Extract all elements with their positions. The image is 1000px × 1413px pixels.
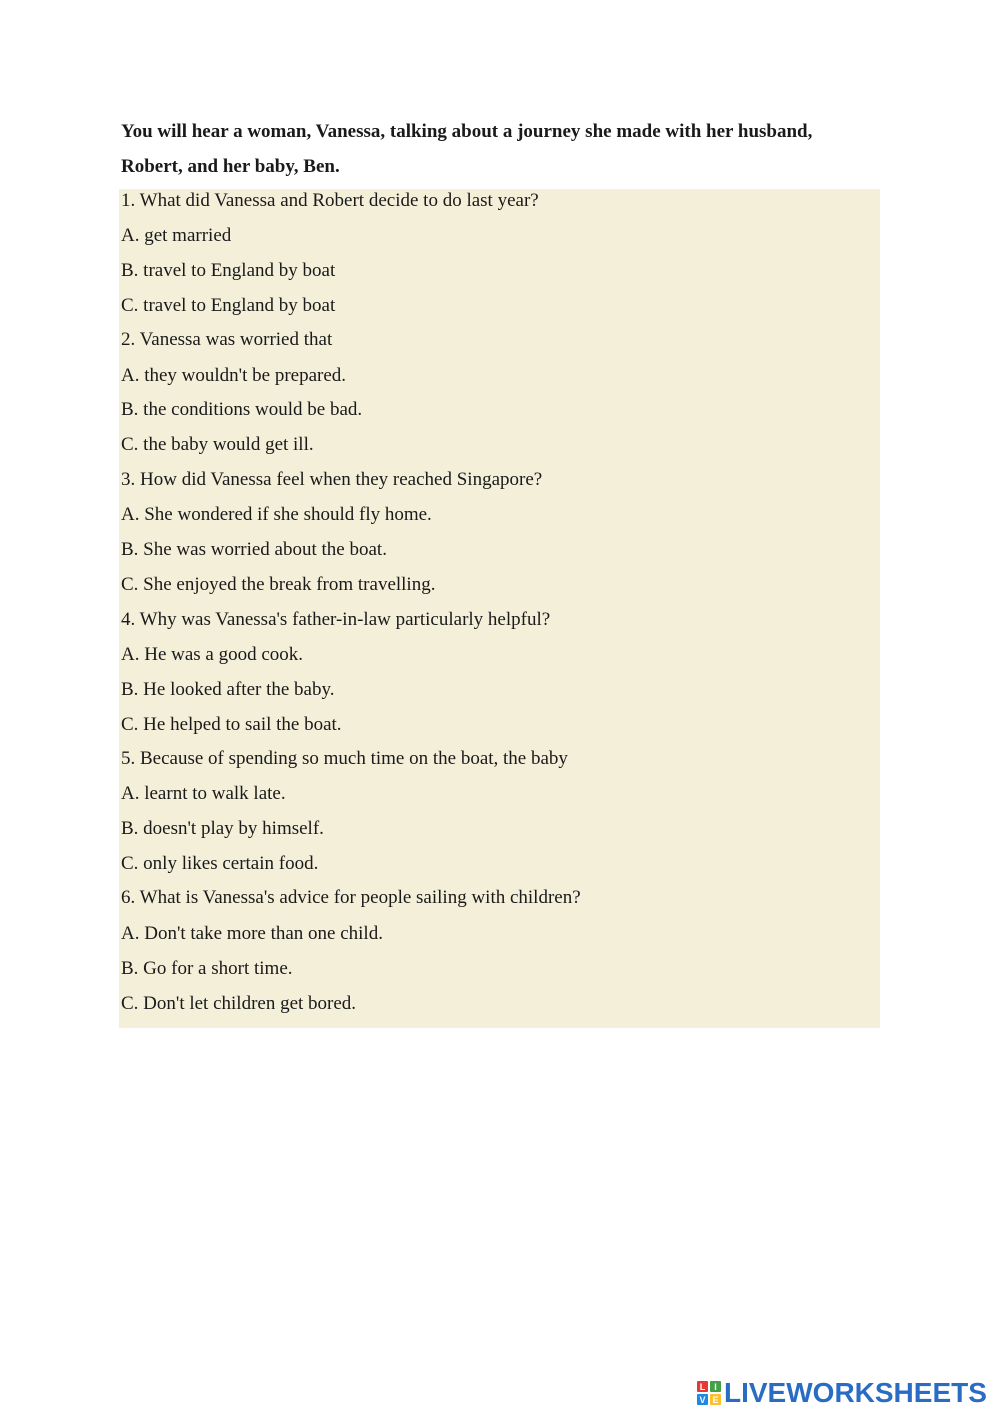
logo-letter: L (697, 1381, 708, 1392)
option-1c: C. travel to England by boat (121, 295, 336, 316)
instructions-line-2: Robert, and her baby, Ben. (121, 156, 340, 177)
question-6: 6. What is Vanessa's advice for people sailing with children? (121, 887, 581, 908)
option-2b: B. the conditions would be bad. (121, 399, 363, 420)
option-4b: B. He looked after the baby. (121, 679, 335, 700)
option-6a: A. Don't take more than one child. (121, 923, 383, 944)
questions-panel (119, 189, 880, 1028)
logo-letter: V (697, 1394, 708, 1405)
question-3: 3. How did Vanessa feel when they reached Singapore? (121, 469, 543, 490)
instructions (121, 114, 881, 184)
instructions-line-1: You will hear a woman, Vanessa, talking about a journey she made with her husband, (121, 121, 813, 142)
option-1a: A. get married (121, 225, 232, 246)
logo-letter: I (710, 1381, 721, 1392)
logo-mark-icon (697, 1381, 721, 1405)
option-4c: C. He helped to sail the boat. (121, 714, 342, 735)
question-5: 5. Because of spending so much time on the boat, the baby (121, 748, 568, 769)
option-5b: B. doesn't play by himself. (121, 818, 324, 839)
option-2c: C. the baby would get ill. (121, 434, 314, 455)
option-3a: A. She wondered if she should fly home. (121, 504, 432, 525)
option-1b: B. travel to England by boat (121, 260, 336, 281)
option-2a: A. they wouldn't be prepared. (121, 365, 347, 386)
option-4a: A. He was a good cook. (121, 644, 304, 665)
option-3c: C. She enjoyed the break from travelling. (121, 574, 436, 595)
logo-letter: E (710, 1394, 721, 1405)
question-1: 1. What did Vanessa and Robert decide to do last year? (121, 190, 539, 211)
option-5c: C. only likes certain food. (121, 853, 319, 874)
option-3b: B. She was worried about the boat. (121, 539, 387, 560)
option-5a: A. learnt to walk late. (121, 783, 286, 804)
option-6b: B. Go for a short time. (121, 958, 293, 979)
option-6c: C. Don't let children get bored. (121, 993, 357, 1014)
logo-text: LIVEWORKSHEETS (724, 1377, 987, 1408)
question-4: 4. Why was Vanessa's father-in-law particularly helpful? (121, 609, 551, 630)
question-2: 2. Vanessa was worried that (121, 329, 333, 350)
liveworksheets-logo (697, 1376, 987, 1410)
